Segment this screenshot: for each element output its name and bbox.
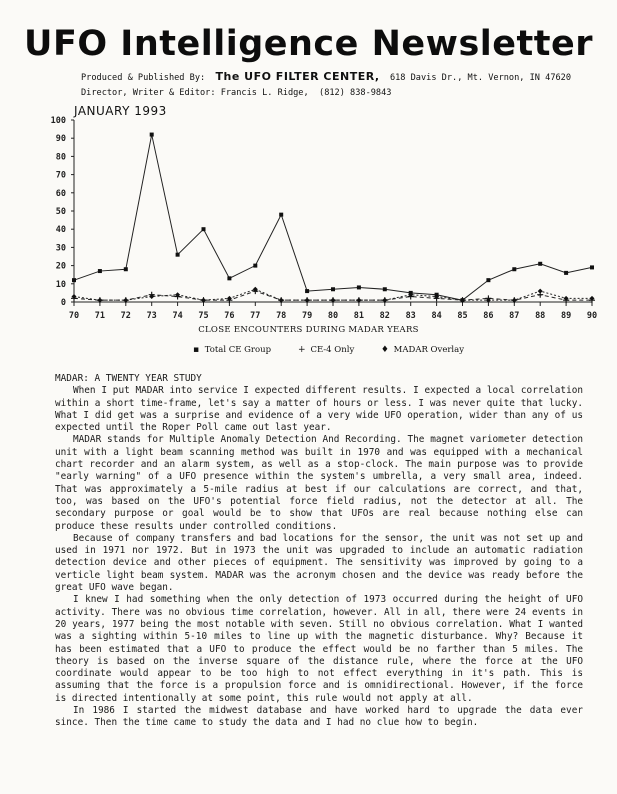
data-point-total-ce-group [383, 287, 387, 291]
y-tick-label: 100 [50, 116, 66, 126]
data-point-total-ce-group [124, 267, 128, 271]
legend-item-total-ce [190, 345, 271, 355]
data-point-total-ce-group [253, 264, 257, 268]
issue-date: JANUARY 1993 [74, 104, 167, 118]
address: 618 Davis Dr., Mt. Vernon, IN 47620 [389, 73, 572, 83]
legend-label-ce4: CE-4 Only [310, 345, 355, 355]
x-tick-label: 72 [120, 311, 131, 321]
y-tick-label: 20 [55, 261, 66, 272]
center-name: The UFO FILTER CENTER, [215, 70, 380, 83]
legend-symbol-plus: + [297, 345, 306, 355]
phone-number: (812) 838-9843 [319, 88, 392, 98]
close-encounters-chart [0, 110, 617, 325]
x-tick-label: 87 [509, 311, 520, 321]
x-tick-label: 78 [276, 311, 287, 321]
data-point-total-ce-group [357, 285, 361, 289]
data-point-total-ce-group [512, 267, 516, 271]
x-tick-label: 89 [560, 311, 572, 321]
data-point-total-ce-group [227, 276, 231, 280]
data-point-total-ce-group [538, 262, 542, 266]
x-tick-label: 80 [327, 311, 339, 321]
y-tick-label: 80 [55, 152, 66, 163]
legend-label-madar: MADAR Overlay [393, 345, 465, 355]
x-tick-label: 90 [586, 311, 598, 321]
y-tick-label: 90 [55, 134, 66, 145]
x-tick-label: 82 [379, 311, 390, 321]
legend-label-total-ce: Total CE Group [204, 345, 272, 355]
legend-symbol-square: ▪ [192, 345, 200, 355]
article-paragraph: When I put MADAR into service I expected different results. I expected a local correlation within a short time-frame, let's say a matter of hours or less. I was never quite that lucky. What I did get was a surprise and evidence of a very wide UFO operation, wider than any of us expected until the Roper Poll came out last year. [55, 385, 583, 434]
credits-block [81, 69, 571, 101]
data-point-total-ce-group [486, 278, 490, 282]
data-point-total-ce-group [72, 278, 76, 282]
x-tick-label: 75 [198, 311, 209, 321]
x-tick-label: 83 [405, 311, 416, 321]
data-point-total-ce-group [202, 227, 206, 231]
data-point-total-ce-group [150, 133, 154, 137]
legend-symbol-diamond: ♦ [380, 345, 389, 355]
chart-x-axis-label: CLOSE ENCOUNTERS DURING MADAR YEARS [198, 325, 419, 335]
y-tick-label: 10 [55, 279, 66, 290]
y-tick-label: 50 [55, 207, 66, 217]
x-tick-label: 81 [353, 311, 365, 321]
y-tick-label: 30 [55, 243, 66, 254]
y-tick-label: 70 [55, 170, 66, 181]
data-point-total-ce-group [590, 265, 594, 269]
x-tick-label: 86 [483, 311, 494, 321]
data-point-total-ce-group [564, 271, 568, 275]
chart-legend [190, 345, 486, 355]
article [55, 373, 583, 730]
y-tick-label: 40 [55, 225, 66, 236]
director-line: Director, Writer & Editor: Francis L. Ridge, [81, 88, 309, 98]
y-tick-label: 60 [55, 188, 66, 199]
x-tick-label: 85 [457, 311, 468, 321]
article-heading: MADAR: A TWENTY YEAR STUDY [55, 373, 202, 384]
article-paragraph: I knew I had something when the only detection of 1973 occurred during the height of UFO activity. There was no obvious time correlation, however. All in all, there were 24 events in 20 years, 1977 being the most notable with seven. Still no obvious correlation. What I wanted was a sighting within 5-10 miles to line up with the magnetic disturbance. Why? Because it has been estimated that a UFO to produce the effect would be no farther than 5 miles. The theory is based on the inverse square of the distance rule, where the force at the UFO coordinate would appear to be too high to not effect everything in it's path. This is assuming that the force is a propulsion force and is omnidirectional. However, if the force is directed intentionally at some point, this rule would not apply at all. [55, 594, 583, 704]
x-tick-label: 88 [535, 311, 546, 321]
legend-item-madar [379, 345, 464, 355]
data-point-total-ce-group [331, 287, 335, 291]
x-tick-label: 70 [68, 311, 80, 321]
x-tick-label: 84 [431, 311, 442, 321]
article-paragraph: MADAR stands for Multiple Anomaly Detection And Recording. The magnet variometer detection unit with a light beam scanning method was built in 1970 and was equipped with a mechanical chart recorder and an alarm system, as well as a stop-clock. The main purpose was to provide "early warning" of a UFO presence within the system's umbrella, a very small area, indeed. That was approximately a 5-mile radius at best if our calculations are correct, and that, too, was based on the UFO's potential force field radius, not the detector at all. The secondary purpose or goal would be to show that UFOs are real because nothing else can produce these results under controlled conditions. [55, 434, 583, 532]
series-line-total-ce-group [74, 135, 592, 301]
data-point-total-ce-group [279, 213, 283, 217]
data-point-total-ce-group [98, 269, 102, 273]
data-point-total-ce-group [305, 289, 309, 293]
newsletter-title: UFO Intelligence Newsletter [24, 24, 593, 64]
produced-by-label: Produced & Published By: [81, 73, 206, 83]
article-paragraph: In 1986 I started the midwest database and have worked hard to upgrade the data ever since. Then the time came to study the data and I had no clue how to begin. [55, 705, 583, 729]
article-paragraph: Because of company transfers and bad locations for the sensor, the unit was not set up and used in 1971 nor 1972. But in 1973 the unit was upgraded to include an automatic radiation detection device and other pieces of equipment. The sensitivity was improved by going to a verticle light beam system. MADAR was the acronym chosen and the device was ready before the great UFO wave began. [55, 532, 583, 594]
x-tick-label: 76 [224, 311, 235, 321]
x-tick-label: 74 [172, 311, 183, 321]
x-tick-label: 73 [146, 311, 157, 321]
x-tick-label: 71 [94, 311, 106, 321]
y-tick-label: 0 [60, 298, 66, 308]
x-tick-label: 79 [301, 311, 313, 321]
x-tick-label: 77 [250, 311, 261, 321]
data-point-madar-overlay [538, 289, 543, 294]
legend-item-ce4 [296, 345, 355, 355]
data-point-total-ce-group [176, 253, 180, 257]
